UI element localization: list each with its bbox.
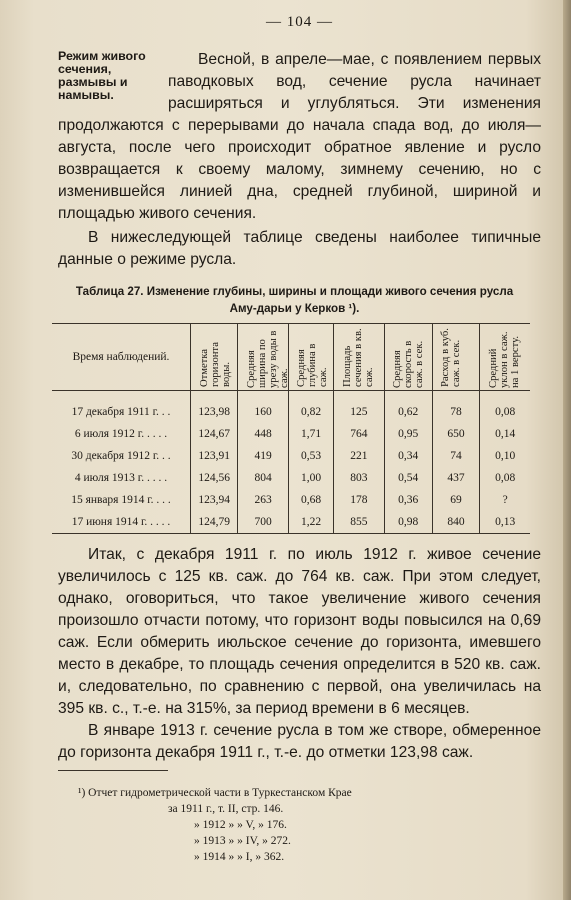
cell-time: 15 января 1914 г. . . . [71, 494, 171, 506]
cell-time: 4 июля 1913 г. . . . . [74, 472, 168, 484]
cell-discharge: 78 [432, 401, 480, 423]
table-row [52, 423, 530, 445]
header-discharge: Расход в куб. саж. в сек. [432, 324, 480, 391]
table-caption-line-2: Аму-дарьи у Керков ¹). [229, 302, 360, 315]
header-depth: Средняя глубина в саж. [289, 324, 334, 391]
cell-width: 419 [238, 445, 289, 467]
footnote-divider [58, 770, 168, 771]
cell-area: 221 [333, 445, 384, 467]
paragraph-2: В нижеследующей таблице сведены наиболее типичные данные о режиме русла. [58, 229, 541, 268]
side-heading: Режим живого сечения, размывы и намывы. [58, 49, 146, 102]
cell-velocity: 0,62 [384, 401, 432, 423]
cell-time: 17 июня 1914 г. . . . . [71, 516, 171, 528]
cell-discharge: 69 [432, 489, 480, 511]
cell-water-level: 124,67 [191, 423, 238, 445]
cell-depth: 0,82 [289, 401, 334, 423]
cell-width: 263 [238, 489, 289, 511]
book-spine-shadow [563, 0, 571, 900]
table-spacer-row [52, 391, 530, 402]
header-slope: Средний уклон в саж. на 1 версту. [480, 324, 530, 391]
cell-slope: ? [480, 489, 530, 511]
footnote-line: » 1914 » » I, » 362. [194, 851, 285, 863]
cell-time: 17 декабря 1911 г. . . [71, 406, 171, 418]
table-header-row [52, 324, 530, 391]
cell-depth: 0,68 [289, 489, 334, 511]
cell-slope: 0,08 [480, 401, 530, 423]
cell-slope: 0,14 [480, 423, 530, 445]
header-velocity: Средняя скорость в саж. в сек. [384, 324, 432, 391]
cell-water-level: 123,91 [191, 445, 238, 467]
cell-area: 764 [333, 423, 384, 445]
cell-width: 804 [238, 467, 289, 489]
cell-depth: 0,53 [289, 445, 334, 467]
cell-depth: 1,00 [289, 467, 334, 489]
cell-discharge: 650 [432, 423, 480, 445]
footnote [58, 785, 541, 865]
footnote-line: за 1911 г., т. II, стр. 146. [168, 803, 284, 815]
cell-discharge: 74 [432, 445, 480, 467]
cell-water-level: 124,79 [191, 511, 238, 534]
cell-velocity: 0,95 [384, 423, 432, 445]
intro-section [58, 49, 541, 225]
footnote-line: ¹) Отчет гидрометрической части в Туркестанском Крае [78, 787, 352, 799]
cell-slope: 0,13 [480, 511, 530, 534]
cell-width: 448 [238, 423, 289, 445]
page-number: — 104 — [266, 14, 333, 30]
paragraph-4: В январе 1913 г. сечение русла в том же створе, обмеренное до горизонта декабря 1911 г., т.-е. до отметки 123,98 саж. [58, 722, 541, 761]
table-row [52, 511, 530, 534]
paragraph-1: Весной, в апреле—мае, с появлением первых паводковых вод, сечение русла начинает расширяться и углубляться. Эти изменения продолжаются с перерывами до начала спада вод, до июля—августа, после чего происходит обратное явление и русло возвращается к своему малому, зимнему сечению, но с изменившейся линией дна, средней глубиной, шириной и площадью живого сечения. [58, 51, 541, 222]
table-caption-line-1: Таблица 27. Изменение глубины, ширины и площади живого сечения русла [75, 285, 514, 298]
footnote-line: » 1913 » » IV, » 272. [194, 835, 291, 847]
cell-area: 178 [333, 489, 384, 511]
paragraph-3: Итак, с декабря 1911 г. по июль 1912 г. живое сечение увеличилось с 125 кв. саж. до 764 кв. саж. При этом следует, однако, оговориться, что такое увеличение живого сечения произошло отчасти потому, что горизонт воды повысился на 0,69 саж. Если обмерить июльское сечение до горизонта, имевшего место в декабре, то площадь сечения определится в 520 кв. саж. и, следовательно, по сравнению с первой, она увеличилась на 395 кв. с., т.-е. на 315%, за период времени в 6 месяцев. [58, 546, 541, 717]
cell-width: 700 [238, 511, 289, 534]
cell-slope: 0,10 [480, 445, 530, 467]
table-caption [48, 283, 541, 317]
cell-velocity: 0,34 [384, 445, 432, 467]
header-area: Площадь сечения в кв. саж. [333, 324, 384, 391]
footnote-line: » 1912 » » V, » 176. [194, 819, 287, 831]
cell-slope: 0,08 [480, 467, 530, 489]
header-water-level: Отметка горизонта воды. [191, 324, 238, 391]
table-row [52, 489, 530, 511]
cell-water-level: 123,98 [191, 401, 238, 423]
cell-area: 803 [333, 467, 384, 489]
cell-velocity: 0,54 [384, 467, 432, 489]
table-row [52, 467, 530, 489]
header-time: Время наблюдений. [72, 351, 170, 363]
cell-area: 125 [333, 401, 384, 423]
cell-depth: 1,71 [289, 423, 334, 445]
cell-discharge: 840 [432, 511, 480, 534]
cell-width: 160 [238, 401, 289, 423]
table-row [52, 401, 530, 423]
cell-velocity: 0,98 [384, 511, 432, 534]
cell-depth: 1,22 [289, 511, 334, 534]
cell-time: 6 июля 1912 г. . . . . [74, 428, 168, 440]
river-section-table [52, 323, 530, 534]
cell-water-level: 123,94 [191, 489, 238, 511]
cell-time: 30 декабря 1912 г. . . [71, 450, 171, 462]
cell-velocity: 0,36 [384, 489, 432, 511]
table-row [52, 445, 530, 467]
cell-area: 855 [333, 511, 384, 534]
cell-water-level: 124,56 [191, 467, 238, 489]
header-width: Средняя ширина по урезу воды в саж. [238, 324, 289, 391]
cell-discharge: 437 [432, 467, 480, 489]
